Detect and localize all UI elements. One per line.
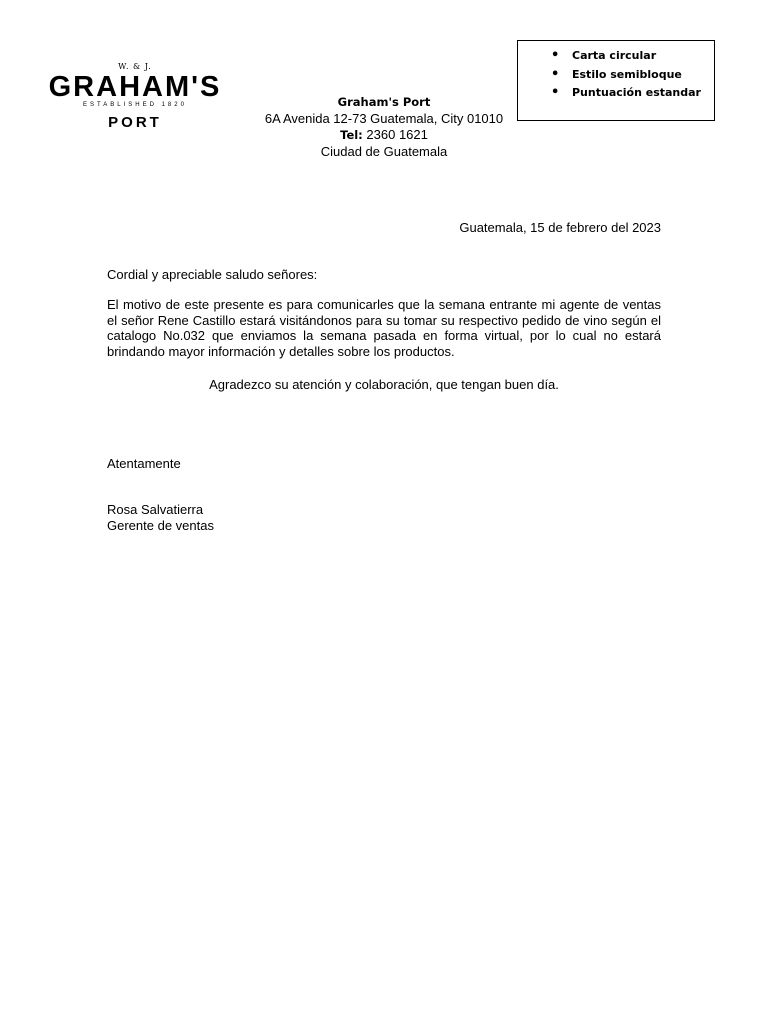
letter-body: El motivo de este presente es para comunicarles que la semana entrante mi agente de ventas el señor Rene Castillo estará visitándonos para su tomar su respectivo pedido de vino según el catalogo No.032 que enviamos la semana pasada en forma virtual, por lo cual no estará brindando mayor información y detalles sobre los productos. bbox=[107, 297, 661, 359]
logo-brand: GRAHAM'S bbox=[48, 71, 222, 103]
phone-value: 2360 1621 bbox=[366, 127, 428, 142]
letterhead bbox=[248, 94, 520, 160]
company-city: Ciudad de Guatemala bbox=[320, 143, 448, 159]
company-logo bbox=[30, 62, 240, 134]
company-phone bbox=[248, 127, 520, 144]
letter-greeting: Cordial y apreciable saludo señores: bbox=[107, 267, 318, 282]
notes-list bbox=[551, 47, 701, 103]
letter-closing: Atentamente bbox=[107, 456, 181, 471]
notes-box bbox=[517, 40, 715, 121]
logo-product: PORT bbox=[108, 114, 162, 131]
letter-thanks: Agradezco su atención y colaboración, que tengan buen día. bbox=[209, 377, 559, 392]
notes-item: • Puntuación estandar bbox=[551, 84, 701, 103]
notes-item: • Estilo semibloque bbox=[551, 66, 701, 85]
letter-date: Guatemala, 15 de febrero del 2023 bbox=[459, 220, 661, 235]
signer-title: Gerente de ventas bbox=[107, 518, 214, 533]
company-name: Graham's Port bbox=[337, 95, 431, 109]
notes-item: • Carta circular bbox=[551, 47, 701, 66]
phone-label: Tel: bbox=[340, 128, 363, 142]
logo-established: ESTABLISHED 1820 bbox=[83, 102, 187, 108]
company-address: 6A Avenida 12-73 Guatemala, City 01010 bbox=[264, 110, 504, 126]
logo-prefix: W. & J. bbox=[118, 62, 152, 71]
signer-name: Rosa Salvatierra bbox=[107, 502, 204, 517]
